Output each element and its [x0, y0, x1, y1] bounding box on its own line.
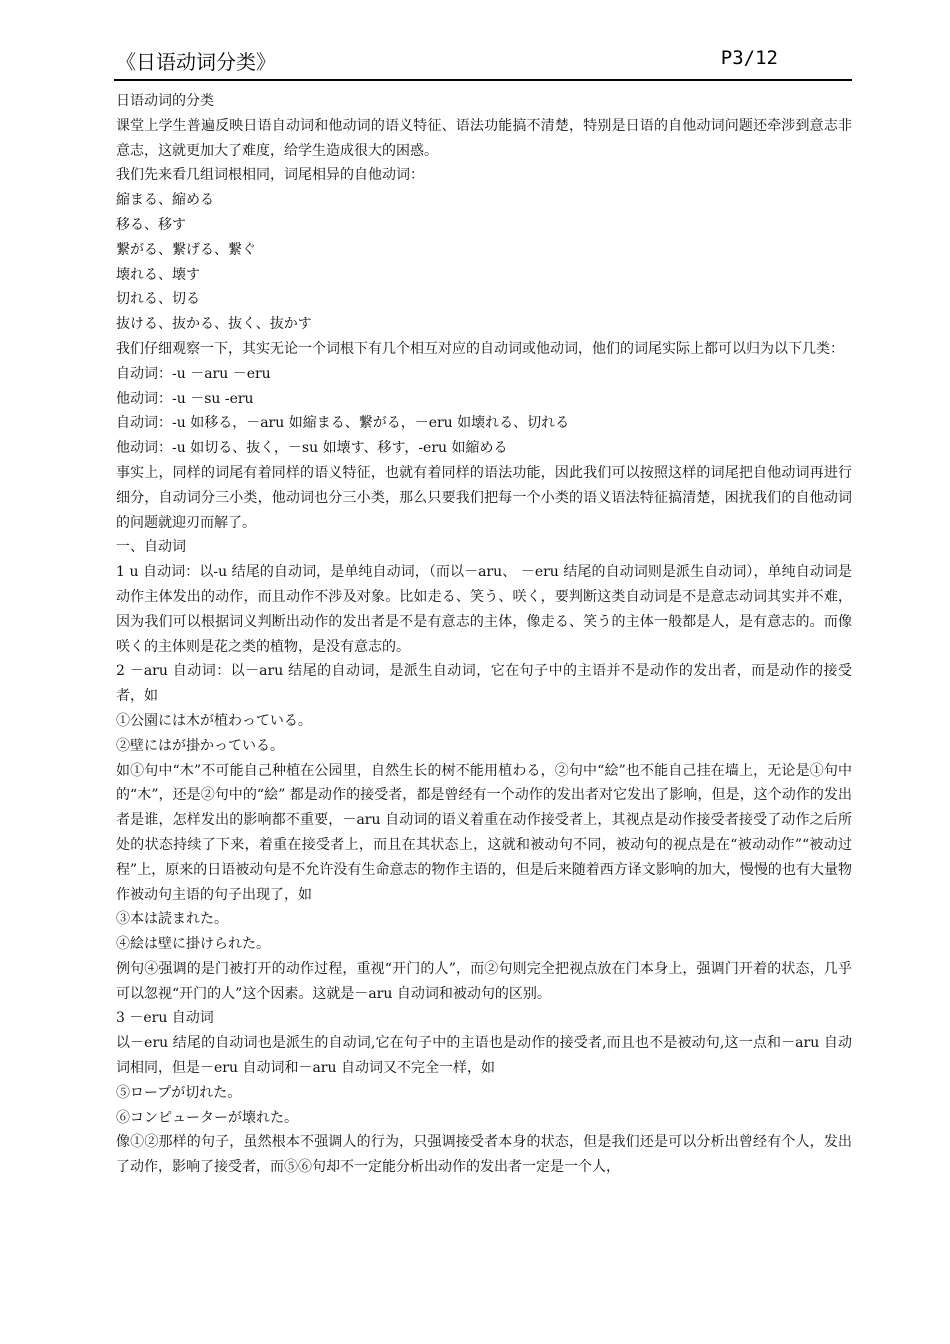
page-header [116, 46, 852, 76]
paragraph: 他动词：-u －su -eru [116, 390, 254, 407]
paragraph: ⑥コンピューターが壊れた。 [116, 1109, 298, 1126]
page-number: P3/12 [720, 47, 778, 69]
paragraph: ④絵は壁に掛けられた。 [116, 936, 270, 953]
paragraph: 切れる、切る [116, 291, 200, 308]
paragraph: 他动词：-u 如切る、抜く，－su 如壊す、移す，-eru 如縮める [116, 440, 508, 457]
paragraph: 自动词：-u 如移る，－aru 如縮まる、繋がる，－eru 如壊れる、切れる [116, 415, 570, 432]
paragraph: 以－eru 结尾的自动词也是派生的自动词,它在句子中的主语也是动作的接受者,而且也不是被动句,这一点和－aru 自动词相同，但是－eru 自动词和－aru 自动词又不完全一样，如 [116, 1035, 852, 1077]
paragraph: 我们仔细观察一下，其实无论一个词根下有几个相互对应的自动词或他动词，他们的词尾实际上都可以归为以下几类： [116, 340, 844, 357]
paragraph: 日语动词的分类 [116, 93, 214, 109]
paragraph: 壊れる、壊す [116, 266, 200, 283]
paragraph: 3 －eru 自动词 [116, 1010, 214, 1027]
paragraph: 课堂上学生普遍反映日语自动词和他动词的语义特征、语法功能搞不清楚，特别是日语的自他动词问题还牵涉到意志非意志，这就更加大了难度，给学生造成很大的困惑。 [116, 117, 852, 159]
header-rule [114, 79, 852, 81]
paragraph: 2 －aru 自动词：以－aru 结尾的自动词，是派生自动词，它在句子中的主语并不是动作的发出者，而是动作的接受者，如 [116, 663, 852, 705]
paragraph: ③本は読まれた。 [116, 911, 228, 928]
paragraph: 抜ける、抜かる、抜く、抜かす [116, 316, 312, 333]
paragraph: 一、自动词 [116, 539, 186, 556]
paragraph: 事实上，同样的词尾有着同样的语义特征，也就有着同样的语法功能，因此我们可以按照这样的词尾把自他动词再进行细分，自动词分三小类，他动词也分三小类，那么只要我们把每一个小类的语义语法特征搞清楚，困扰我们的自他动词的问题就迎刃而解了。 [116, 464, 852, 531]
paragraph: ⑤ロープが切れた。 [116, 1084, 242, 1101]
paragraph: ②壁にはが掛かっている。 [116, 737, 284, 754]
paragraph: 我们先来看几组词根相同，词尾相异的自他动词： [116, 167, 424, 184]
paragraph: 移る、移す [116, 216, 186, 233]
paragraph: 如①句中“木”不可能自己种植在公园里，自然生长的树不能用植わる，②句中“絵”也不能自己挂在墙上，无论是①句中的“木”，还是②句中的“絵” 都是动作的接受者，都是曾经有一个动作的发出者对它发出了影响，但是，这个动作的发出者是谁，怎样发出的影响都不重要，－aru 自动词的语义着重在动作接受者上，其视点是动作接受者接受了动作之后所处的状态持续了下来，着重在接受者上，而且在其状态上，这就和被动句不同，被动句的视点是在“被动动作”“被动过程”上，原来的日语被动句是不允许没有生命意志的物作主语的，但是后来随着西方译文影响的加大，慢慢的也有大量物作被动句主语的句子出现了，如 [116, 762, 852, 903]
paragraph: 自动词：-u －aru －eru [116, 365, 271, 382]
paragraph: 1 u 自动词：以-u 结尾的自动词，是单纯自动词，（而以－aru、 －eru 结尾的自动词则是派生自动词），单纯自动词是动作主体发出的动作，而且动作不涉及对象。比如走る、笑う、咲く，要判断这类自动词是不是意志动词其实并不难，因为我们可以根据词义判断出动作的发出者是不是有意志的主体，像走る、笑う的主体一般都是人，是有意志的。而像咲く的主体则是花之类的植物，是没有意志的。 [116, 564, 852, 655]
paragraph: 縮まる、縮める [116, 192, 214, 209]
document-title: 《日语动词分类》 [116, 50, 276, 74]
paragraph: ①公園には木が植わっている。 [116, 712, 312, 729]
document-body [116, 89, 852, 1180]
paragraph: 例句④强调的是门被打开的动作过程，重视“开门的人”，而②句则完全把视点放在门本身上，强调门开着的状态，几乎可以忽视“开门的人”这个因素。这就是－aru 自动词和被动句的区别。 [116, 960, 852, 1002]
paragraph: 像①②那样的句子，虽然根本不强调人的行为，只强调接受者本身的状态，但是我们还是可以分析出曾经有个人，发出了动作，影响了接受者，而⑤⑥句却不一定能分析出动作的发出者一定是一个人， [116, 1134, 852, 1176]
paragraph: 繋がる、繋げる、繋ぐ [116, 241, 256, 258]
